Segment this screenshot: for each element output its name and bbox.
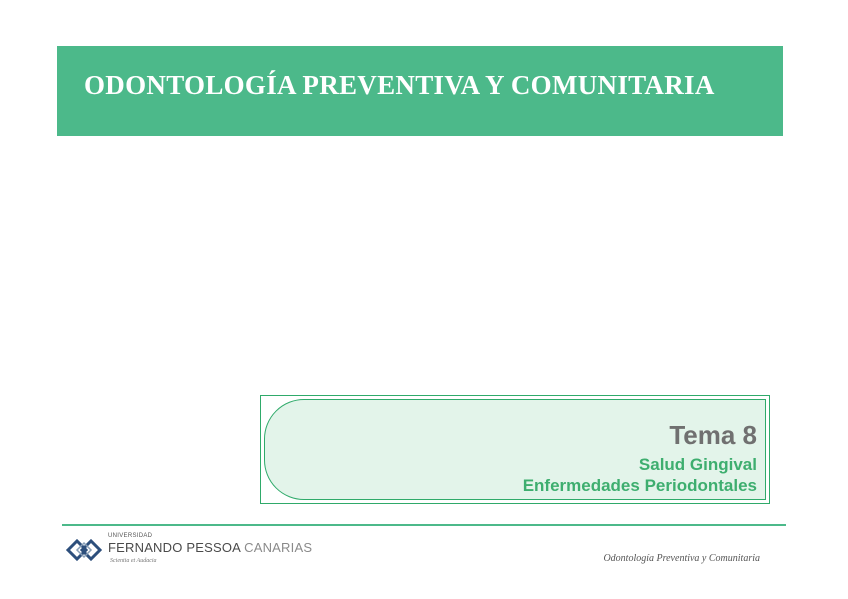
footer-divider (62, 524, 786, 526)
topic-subtitle-1: Salud Gingival (638, 455, 757, 474)
page-title: ODONTOLOGÍA PREVENTIVA Y COMUNITARIA (84, 70, 715, 100)
logo-name (108, 540, 312, 555)
footer-caption: Odontología Preventiva y Comunitaria (603, 553, 760, 564)
university-diamond-logo-icon (66, 535, 106, 565)
logo-top-line: UNIVERSIDAD (108, 533, 153, 539)
topic-panel (264, 399, 766, 500)
logo-name-accent: CANARIAS (244, 540, 313, 555)
logo-motto: Scientia et Audacia (110, 558, 157, 564)
logo-name-main: FERNANDO PESSOA (108, 540, 245, 555)
university-logo (66, 533, 316, 573)
header-band (57, 46, 783, 136)
topic-number: Tema 8 (669, 420, 757, 450)
topic-subtitle-2: Enfermedades Periodontales (522, 476, 757, 495)
topic-box (260, 395, 770, 504)
